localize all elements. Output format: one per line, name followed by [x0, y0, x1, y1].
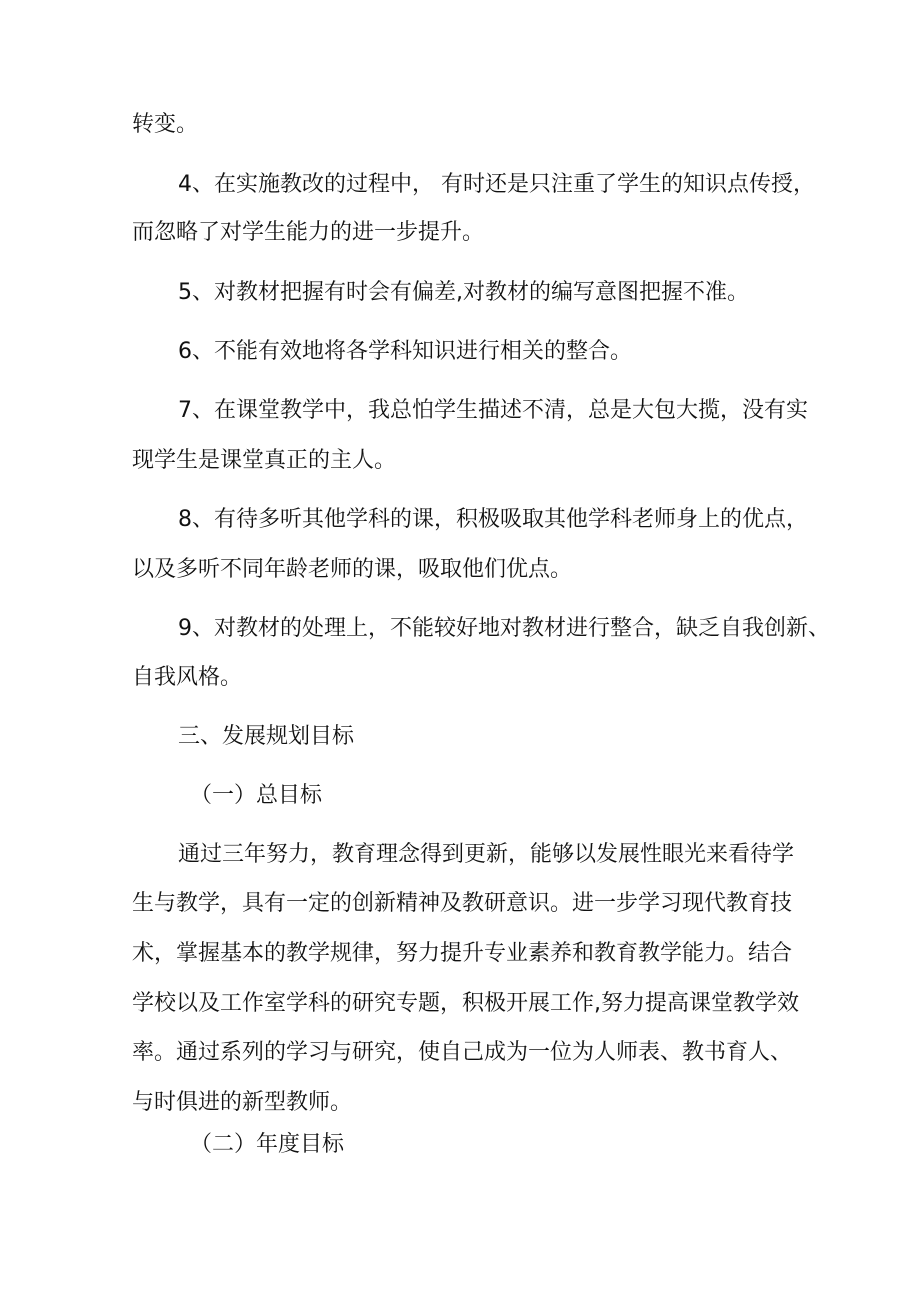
text-line: 9、对教材的处理上，不能较好地对教材进行整合，缺乏自我创新、 [178, 616, 830, 641]
text-line: 5、对教材把握有时会有偏差,对教材的编写意图把握不准。 [178, 280, 749, 305]
text-line: 自我风格。 [132, 665, 243, 690]
text-line: 术，掌握基本的教学规律，努力提升专业素养和教育教学能力。结合 [132, 941, 793, 966]
text-line: 与时俱进的新型教师。 [132, 1090, 353, 1115]
text-line: 7、在课堂教学中，我总怕学生描述不清，总是大包大揽，没有实 [178, 398, 808, 423]
text-line: 现学生是课堂真正的主人。 [132, 448, 397, 473]
subsection-heading: （一）总目标 [190, 783, 323, 808]
text-line: 6、不能有效地将各学科知识进行相关的整合。 [178, 339, 632, 364]
subsection-heading: （二）年度目标 [190, 1132, 345, 1157]
text-line: 8、有待多听其他学科的课，积极吸取其他学科老师身上的优点， [178, 507, 808, 532]
text-line: 4、在实施教改的过程中， 有时还是只注重了学生的知识点传授， [178, 172, 815, 197]
text-line: 以及多听不同年龄老师的课，吸取他们优点。 [132, 557, 573, 582]
section-heading: 三、发展规划目标 [178, 724, 355, 749]
text-line: 率。通过系列的学习与研究，使自己成为一位为人师表、教书育人、 [132, 1040, 793, 1065]
text-line: 通过三年努力，教育理念得到更新，能够以发展性眼光来看待学 [178, 842, 795, 867]
text-line: 而忽略了对学生能力的进一步提升。 [132, 220, 485, 245]
text-line: 生与教学，具有一定的创新精神及教研意识。进一步学习现代教育技 [132, 891, 793, 916]
text-line: 转变。 [132, 112, 199, 137]
text-line: 学校以及工作室学科的研究专题，积极开展工作,努力提高课堂教学效 [132, 991, 799, 1016]
